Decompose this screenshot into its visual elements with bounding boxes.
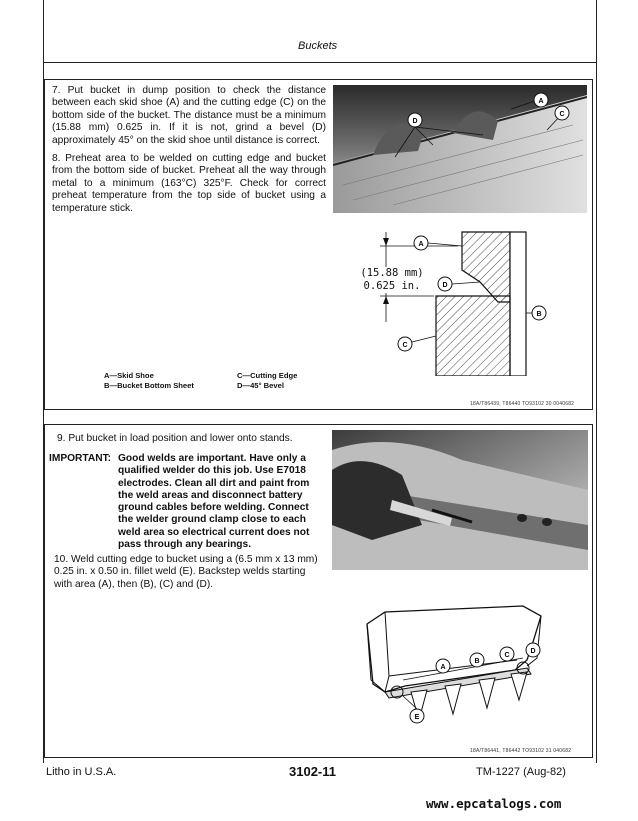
diagram1-callout-d: D: [442, 282, 448, 289]
diagram1-callout-c: C: [402, 342, 408, 349]
important-notice: [49, 453, 329, 551]
step-8-text: 8. Preheat area to be welded on cutting edge and bucket from the bottom side of bucket. Preheat all the way through metal to a minimum (163°C) 325°F. Check for correct preheat temperature from the top side of bucket using a temperature stick.: [52, 153, 326, 214]
skid-shoe-photo: [333, 85, 587, 213]
photo1-callout-c: C: [559, 111, 565, 118]
welding-photo: [332, 430, 588, 570]
legend-d: D—45° Bevel: [237, 381, 284, 390]
diagram1-callout-a: A: [418, 241, 424, 248]
watermark-link[interactable]: www.epcatalogs.com: [426, 796, 562, 811]
photo1-callout-d: D: [412, 118, 418, 125]
diagram2-callout-d: D: [530, 648, 536, 655]
figure-1-code: 18A/T86439, T86440 TO93102 30 0040682: [470, 401, 575, 407]
diagram1-callout-b: B: [536, 311, 542, 318]
legend-1-left: [104, 371, 194, 391]
diagram2-callout-a: A: [440, 664, 446, 671]
diagram2-callout-c: C: [504, 652, 510, 659]
page-right-rule: [596, 0, 597, 763]
step-7-text: 7. Put bucket in dump position to check the distance between each skid shoe (A) and the cutting edge (C) on the bottom side of the bucket. The distance must be a minimum (15.88 mm) 0.625 in. If it is not, grind a bevel (D) approximately 45° on the skid shoe until distance is correct.: [52, 85, 326, 146]
footer-doc-id: TM-1227 (Aug-82): [476, 766, 566, 778]
welding-photo-art: [332, 430, 588, 570]
footer-litho: Litho in U.S.A.: [46, 766, 117, 778]
figure-2-code: 18A/T86441, T86442 TO93102 31 040682: [470, 748, 572, 754]
section-title: Buckets: [298, 40, 338, 52]
skid-shoe-photo-art: [333, 85, 587, 213]
dimension-in: 0.625 in.: [363, 280, 421, 292]
step-10-text: 10. Weld cutting edge to bucket using a (6.5 mm x 13 mm) 0.25 in. x 0.50 in. fillet weld (E). Backstep welds starting with area (A), then (B), (C) and (D).: [54, 554, 318, 590]
legend-b: B—Bucket Bottom Sheet: [104, 381, 194, 390]
legend-1-right: [237, 371, 297, 391]
important-label: IMPORTANT:: [49, 453, 112, 464]
dimension-mm: (15.88 mm): [360, 267, 424, 279]
important-text: Good welds are important. Have only a qualified welder do this job. Use E7018 electrodes. Clean all dirt and paint from the weld areas and disconnect battery ground cables before welding. Connect the welder ground clamp close to each weld area so electrical current does not pass through any bearings.: [118, 453, 310, 551]
cutting-edge-cross-section-diagram: [330, 226, 590, 376]
diagram2-callout-e: E: [414, 714, 420, 721]
step-9-text: 9. Put bucket in load position and lower onto stands.: [57, 433, 293, 444]
photo1-callout-a: A: [538, 98, 544, 105]
footer-page-number: 3102-11: [289, 764, 336, 779]
bucket-weld-diagram: [345, 588, 585, 738]
legend-a: A—Skid Shoe: [104, 371, 154, 380]
legend-c: C—Cutting Edge: [237, 371, 298, 380]
header-rule: [43, 62, 596, 63]
dimension-label: [352, 267, 432, 293]
diagram2-callout-b: B: [474, 658, 480, 665]
